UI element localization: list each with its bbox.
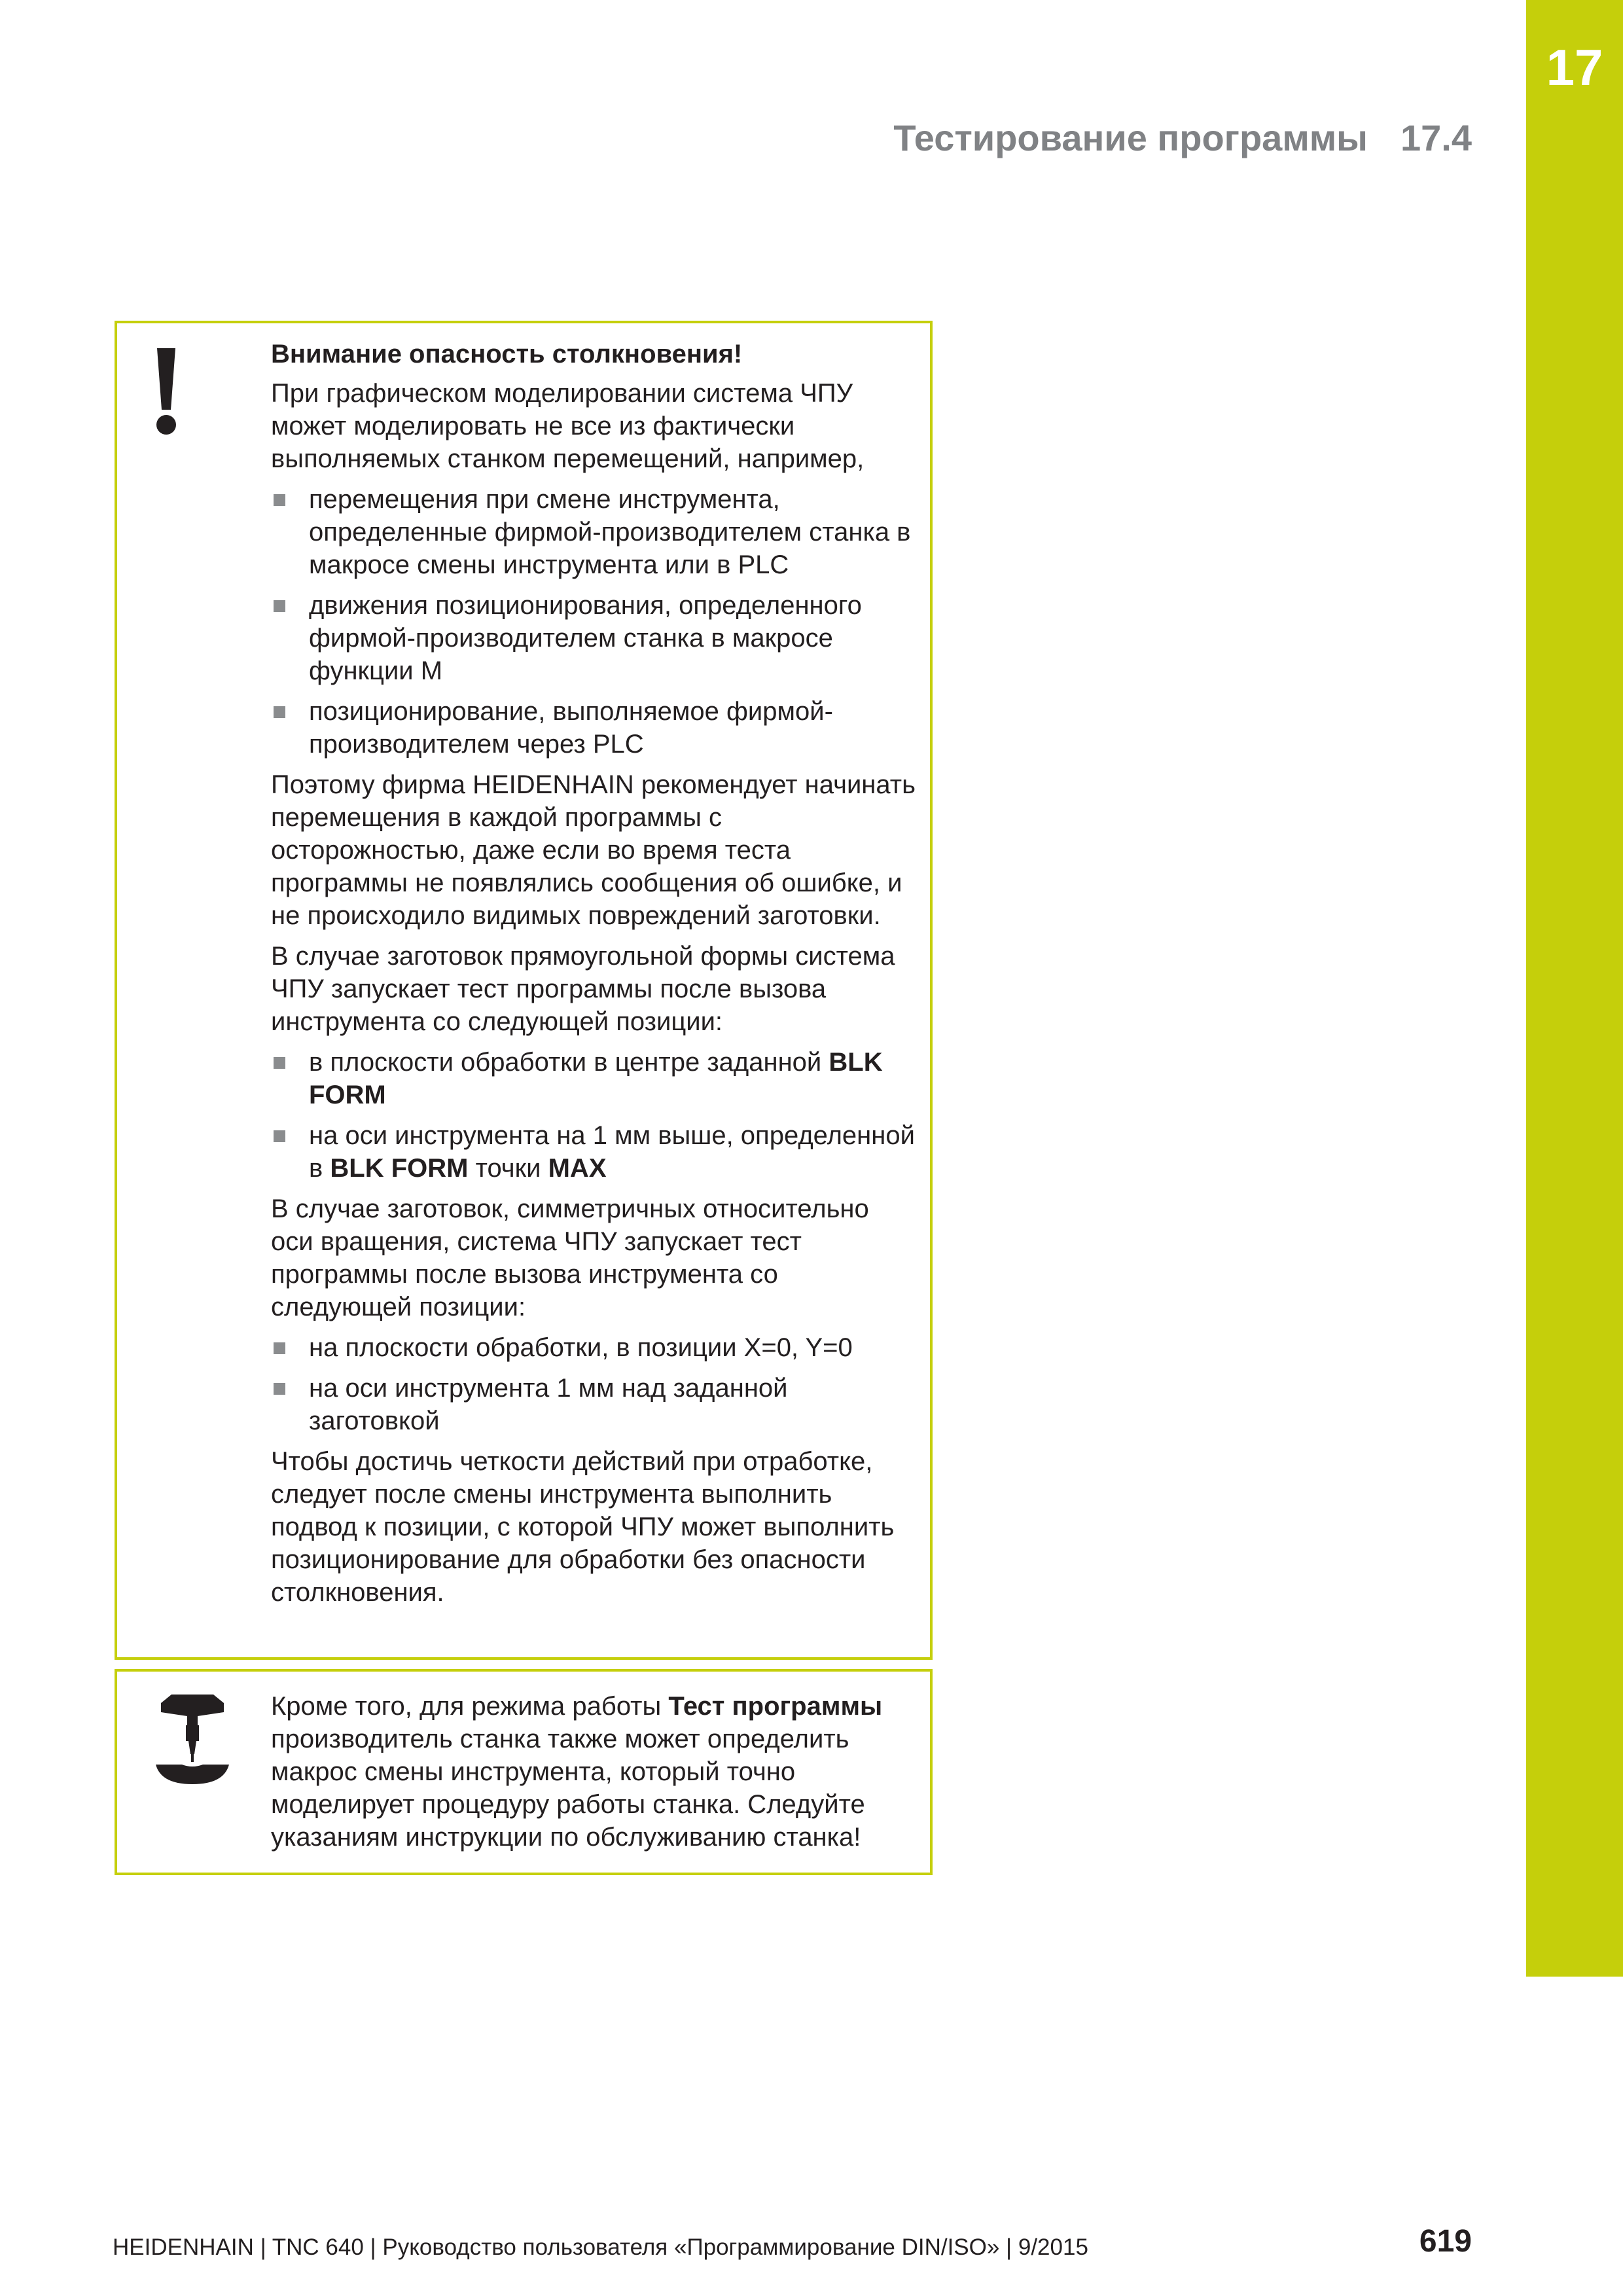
list-item: в плоскости обработки в центре заданной BLK FORM [271, 1046, 917, 1111]
bullet-list [271, 1046, 917, 1185]
bullet-list [271, 1331, 917, 1437]
page-header [893, 115, 1472, 161]
machine-note-content [271, 1690, 917, 1861]
machine-note-paragraph: Кроме того, для режима работы Тест программы производитель станка также может определить макрос смены инструмента, который точно моделирует процедуру работы станка. Следуйте указаниям инструкции по обслуживанию станка! [271, 1692, 883, 1852]
header-title: Тестирование программы [893, 117, 1368, 158]
list-item: перемещения при смене инструмента, определенные фирмой-производителем станка в макросе смены инструмента или в PLC [271, 483, 917, 581]
footer-text: HEIDENHAIN | TNC 640 | Руководство пользователя «Программирование DIN/ISO» | 9/2015 [113, 2234, 1088, 2260]
warning-content [271, 338, 917, 1617]
collision-warning-box [115, 321, 933, 1660]
warning-paragraph: Поэтому фирма HEIDENHAIN рекомендует начинать перемещения в каждой программы с осторожностью, даже если во время теста программы не появлялись сообщения об ошибке, и не происходило видимых повреждений заготовки. [271, 770, 916, 930]
machine-dependent-icon [153, 1691, 232, 1793]
list-item: на оси инструмента на 1 мм выше, определенной в BLK FORM точки MAX [271, 1119, 917, 1185]
warning-paragraph: При графическом моделировании система ЧПУ может моделировать не все из фактически выполняемых станком перемещений, например, [271, 379, 865, 473]
page-number: 619 [1419, 2224, 1472, 2259]
chapter-tab [1526, 0, 1623, 1977]
warning-paragraph: В случае заготовок, симметричных относительно оси вращения, система ЧПУ запускает тест программы после вызова инструмента со следующей позиции: [271, 1194, 869, 1321]
list-item: движения позиционирования, определенного фирмой-производителем станка в макросе функции M [271, 589, 917, 687]
exclamation-icon [153, 344, 179, 439]
warning-paragraph: Чтобы достичь четкости действий при отработке, следует после смены инструмента выполнить подвод к позиции, с которой ЧПУ может выполнить позиционирование для обработки без опасности столкновения. [271, 1447, 895, 1607]
list-item: на плоскости обработки, в позиции X=0, Y=0 [271, 1331, 917, 1364]
list-item: на оси инструмента 1 мм над заданной заготовкой [271, 1372, 917, 1437]
machine-note-box [115, 1669, 933, 1875]
chapter-number: 17 [1546, 39, 1603, 96]
bullet-list [271, 483, 917, 761]
list-item: позиционирование, выполняемое фирмой-производителем через PLC [271, 695, 917, 761]
header-section-number: 17.4 [1400, 117, 1472, 158]
warning-paragraph: В случае заготовок прямоугольной формы система ЧПУ запускает тест программы после вызова инструмента со следующей позиции: [271, 942, 895, 1036]
warning-title: Внимание опасность столкновения! [271, 340, 743, 368]
